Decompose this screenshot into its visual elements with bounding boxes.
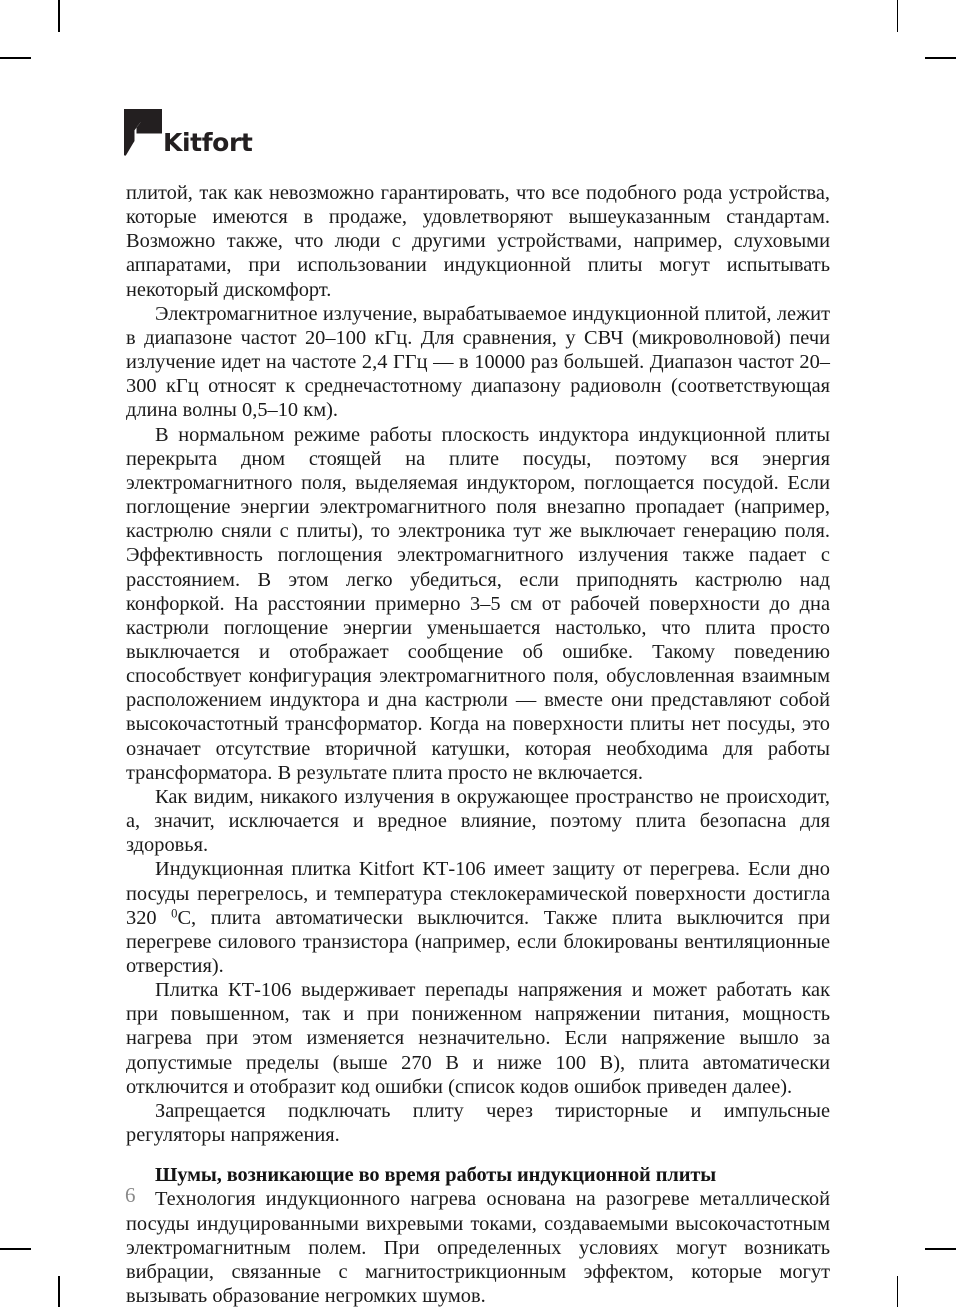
- page-number: 6: [125, 1183, 136, 1207]
- degree-superscript: 0: [171, 906, 178, 921]
- paragraph-noise-technology: Технология индукционного нагрева основана на разогреве металлической посуды индуцированными вихревыми токами, создаваемыми высокочастотным электромагнитным полем. При определенных условиях могут возникать вибрации, связанные с магнитострикционным эффектом, которые могут вызывать образование негромких шумов.: [126, 1188, 830, 1307]
- crop-mark-bottom-right-vertical: [897, 1276, 899, 1307]
- crop-mark-top-left-horizontal: [0, 57, 31, 59]
- crop-mark-top-left-vertical: [58, 0, 60, 32]
- crop-mark-bottom-right-horizontal: [925, 1248, 956, 1250]
- kitfort-flag-icon: [124, 109, 162, 159]
- crop-mark-top-right-vertical: [897, 0, 899, 32]
- paragraph-normal-operation: В нормальном режиме работы плоскость индуктора индукционной плиты перекрыта дном стоящей на плите посуды, поэтому вся энергия электромагнитного поля, выделяемая индуктором, поглощается посудой. Если поглощение энергии электромагнитного поля внезапно пропадает (например, кастрюлю сняли с плиты), то электроника тут же выключает генерацию поля. Эффективность поглощения электромагнитного излучения также падает с расстоянием. В этом легко убедиться, если приподнять кастрюлю над конфоркой. На расстоянии примерно 3–5 см от рабочей поверхности до дна кастрюли поглощение энергии уменьшается настолько, что плита просто выключается и отображает сообщение об ошибке. Такому поведению способствует конфигурация электромагнитного поля, обусловленная взаимным расположением индуктора и дна кастрюли — вместе они представляют собой высокочастотный трансформатор. Когда на поверхности плиты нет посуды, это означает отсутствие вторичной катушки, которая необходима для работы трансформатора. В результате плита просто не включается.: [126, 423, 830, 784]
- crop-mark-bottom-left-horizontal: [0, 1248, 31, 1250]
- brand-logo: [124, 107, 252, 159]
- page-text-column: [126, 181, 830, 1307]
- paragraph-emf-frequency: Электромагнитное излучение, вырабатываемое индукционной плитой, лежит в диапазоне частот 20–100 кГц. Для сравнения, у СВЧ (микроволновой) печи излучение идет на частоте 2,4 ГГц — в 10000 раз большей. Диапазон частот 20–300 кГц относят к среднечастотному диапазону радиоволн (соответствующая длина волны 0,5–10 км).: [126, 302, 830, 422]
- paragraph-continued-intro: плитой, так как невозможно гарантировать, что все подобного рода устройства, которые имеются в продаже, удовлетворяют вышеуказанным стандартам. Возможно также, что люди с другими устройствами, например, слуховыми аппаратами, при использовании индукционной плиты могут испытывать некоторый дискомфорт.: [126, 182, 830, 301]
- paragraph-no-regulators: Запрещается подключать плиту через тиристорные и импульсные регуляторы напряжения.: [126, 1099, 830, 1147]
- paragraph-no-radiation: Как видим, никакого излучения в окружающее пространство не происходит, а, значит, исключается и вредное влияние, поэтому плита безопасна для здоровья.: [126, 785, 830, 857]
- crop-mark-top-right-horizontal: [925, 57, 956, 59]
- paragraph-voltage-range: Плитка КТ-106 выдерживает перепады напряжения и может работать как при повышенном, так и при пониженном напряжении питания, мощность нагрева при этом изменяется незначительно. Если напряжение вышло за допустимые пределы (выше 270 В и ниже 100 В), плита автоматически отключится и отобразит код ошибки (список кодов ошибок приведен далее).: [126, 979, 830, 1098]
- crop-mark-bottom-left-vertical: [58, 1276, 60, 1307]
- brand-wordmark: Kitfort: [163, 128, 253, 157]
- paragraph-overheat-protection: [126, 857, 830, 978]
- section-heading-noises: Шумы, возникающие во время работы индукционной плиты: [155, 1164, 717, 1187]
- overheat-text-after: С, плита автоматически выключится. Также плита выключится при перегреве силового транзистора (например, если блокированы вентиляционные отверстия).: [126, 906, 830, 977]
- overheat-text-before: Индукционная плитка Kitfort КТ-106 имеет защиту от перегрева. Если дно посуды перегрелось, и температура стеклокерамической поверхности достигла 320: [126, 858, 830, 929]
